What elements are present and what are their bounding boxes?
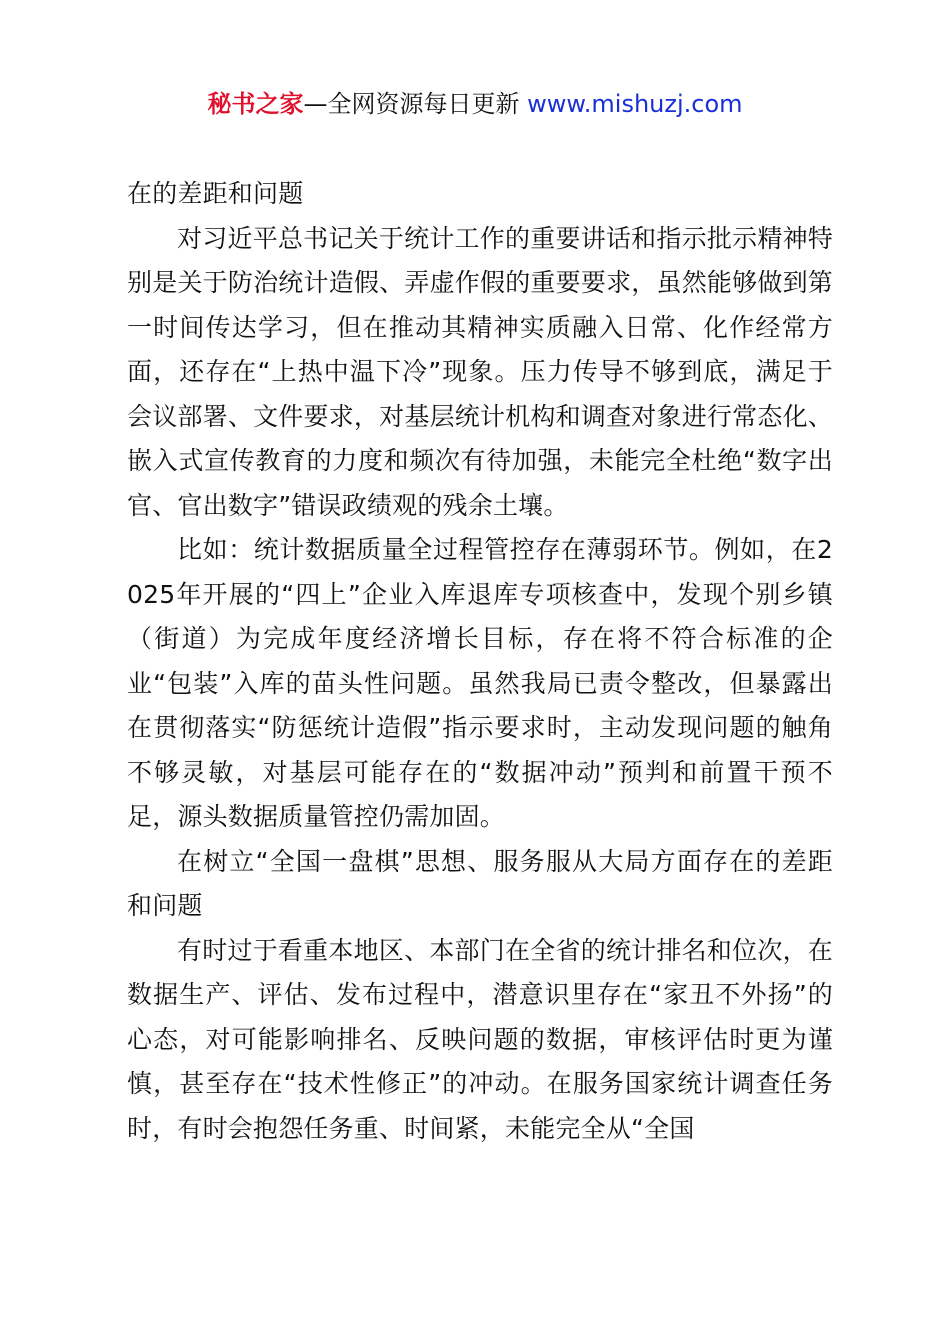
site-header [0, 86, 950, 122]
document-body [127, 172, 833, 1151]
paragraph: 比如：统计数据质量全过程管控存在薄弱环节。例如，在2025年开展的“四上”企业入库退库专项核查中，发现个别乡镇（街道）为完成年度经济增长目标，存在将不符合标准的企业“包装”入库的苗头性问题。虽然我局已责令整改，但暴露出在贯彻落实“防惩统计造假”指示要求时，主动发现问题的触角不够灵敏，对基层可能存在的“数据冲动”预判和前置干预不足，源头数据质量管控仍需加固。 [127, 535, 833, 831]
section-heading: 在树立“全国一盘棋”思想、服务服从大局方面存在的差距和问题 [127, 846, 833, 920]
site-tagline: —全网资源每日更新 [303, 90, 520, 118]
site-brand-name: 秘书之家 [207, 90, 304, 118]
paragraph: 对习近平总书记关于统计工作的重要讲话和指示批示精神特别是关于防治统计造假、弄虚作假的重要要求，虽然能够做到第一时间传达学习，但在推动其精神实质融入日常、化作经常方面，还存在“上热中温下冷”现象。压力传导不够到底，满足于会议部署、文件要求，对基层统计机构和调查对象进行常态化、嵌入式宣传教育的力度和频次有待加强，未能完全杜绝“数字出官、官出数字”错误政绩观的残余土壤。 [127, 223, 833, 520]
site-url-link[interactable]: www.mishuzj.com [527, 90, 743, 118]
paragraph: 有时过于看重本地区、本部门在全省的统计排名和位次，在数据生产、评估、发布过程中，潜意识里存在“家丑不外扬”的心态，对可能影响排名、反映问题的数据，审核评估时更为谨慎，甚至存在“技术性修正”的冲动。在服务国家统计调查任务时，有时会抱怨任务重、时间紧，未能完全从“全国 [127, 935, 833, 1143]
paragraph-continuation: 在的差距和问题 [127, 179, 304, 208]
